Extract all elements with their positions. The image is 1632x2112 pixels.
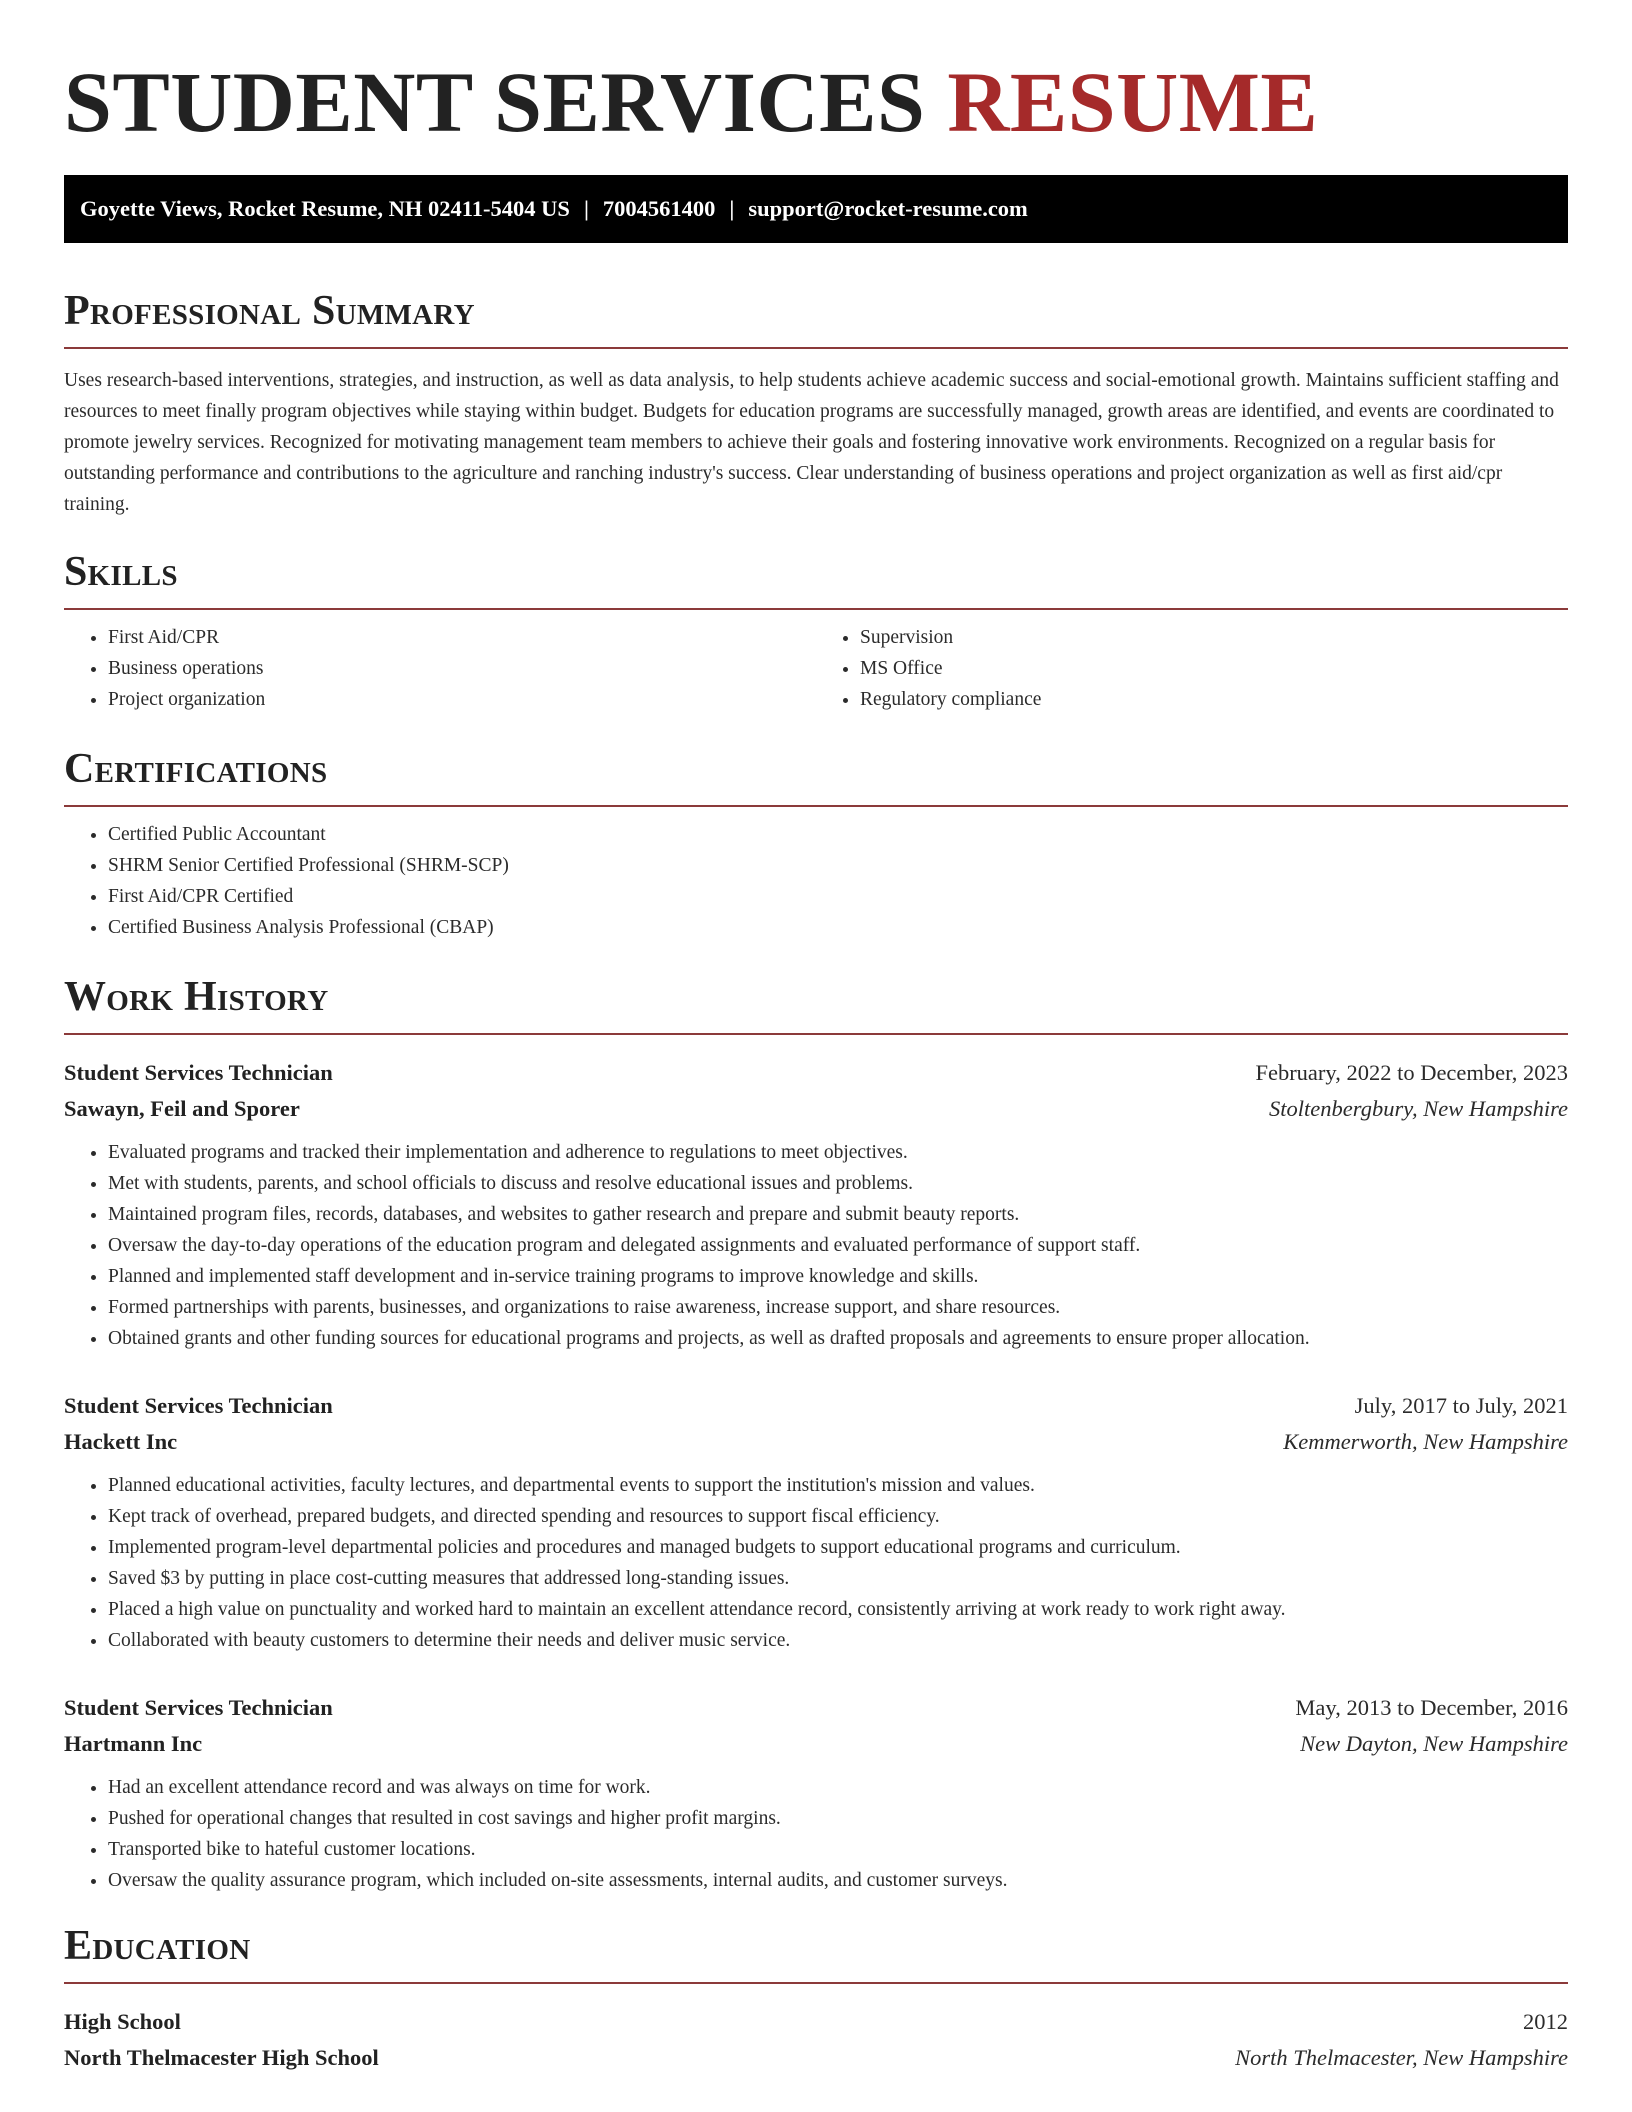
certification-item: • Certified Business Analysis Professional (CBAP)	[108, 912, 1568, 943]
section-heading-work-history: Work History	[64, 973, 1568, 1035]
job-bullet: • Pushed for operational changes that resulted in cost savings and higher profit margins.	[108, 1803, 1568, 1834]
certification-item: • First Aid/CPR Certified	[108, 881, 1568, 912]
education-school-row	[64, 2040, 1568, 2076]
education-year: 2012	[1523, 2009, 1568, 2034]
education-section	[64, 1922, 1568, 2076]
contact-phone: 7004561400	[602, 196, 716, 221]
job-entry	[64, 1690, 1568, 1896]
skills-section	[64, 548, 1568, 715]
job-dates: July, 2017 to July, 2021	[1354, 1393, 1568, 1418]
job-bullet: • Collaborated with beauty customers to determine their needs and deliver music service.	[108, 1625, 1568, 1656]
title-accent: RESUME	[947, 54, 1319, 150]
job-company-row	[64, 1424, 1568, 1460]
job-company: Sawayn, Feil and Sporer	[64, 1096, 300, 1121]
skills-list-right	[816, 622, 1568, 715]
skill-item: • Regulatory compliance	[860, 684, 1568, 715]
job-dates: May, 2013 to December, 2016	[1295, 1695, 1568, 1720]
skill-item: • MS Office	[860, 653, 1568, 684]
job-bullet: • Implemented program-level departmental policies and procedures and managed budgets to support educational programs and curriculum.	[108, 1532, 1568, 1563]
certification-item: • SHRM Senior Certified Professional (SHRM-SCP)	[108, 850, 1568, 881]
job-title: Student Services Technician	[64, 1393, 333, 1418]
contact-bar	[64, 175, 1568, 243]
contact-address: Goyette Views, Rocket Resume, NH 02411-5404 US	[80, 196, 570, 221]
title-main: STUDENT SERVICES	[64, 54, 926, 150]
skill-item: • Business operations	[108, 653, 816, 684]
job-location: Stoltenbergbury, New Hampshire	[1269, 1096, 1568, 1121]
section-heading-certifications: Certifications	[64, 745, 1568, 807]
job-bullets	[64, 1772, 1568, 1896]
job-location: New Dayton, New Hampshire	[1300, 1731, 1568, 1756]
job-company: Hartmann Inc	[64, 1731, 203, 1756]
job-bullet: • Formed partnerships with parents, businesses, and organizations to raise awareness, increase support, and share resources.	[108, 1292, 1568, 1323]
page-title	[64, 0, 1568, 152]
skill-item: • First Aid/CPR	[108, 622, 816, 653]
contact-separator: |	[583, 196, 589, 221]
job-header-row	[64, 1388, 1568, 1424]
job-header-row	[64, 1055, 1568, 1091]
skills-columns	[64, 610, 1568, 715]
education-school: North Thelmacester High School	[64, 2045, 379, 2070]
certification-item: • Certified Public Accountant	[108, 819, 1568, 850]
certifications-list	[64, 819, 1568, 943]
job-entry	[64, 1055, 1568, 1354]
section-heading-education: Education	[64, 1922, 1568, 1984]
job-bullet: • Planned educational activities, faculty lectures, and departmental events to support the institution's mission and values.	[108, 1470, 1568, 1501]
section-heading-summary: Professional Summary	[64, 287, 1568, 349]
job-entry	[64, 1388, 1568, 1656]
job-bullet: • Kept track of overhead, prepared budgets, and directed spending and resources to support fiscal efficiency.	[108, 1501, 1568, 1532]
contact-email: support@rocket-resume.com	[748, 196, 1028, 221]
work-history-section	[64, 973, 1568, 1896]
skills-column-left	[64, 610, 816, 715]
job-bullet: • Oversaw the day-to-day operations of the education program and delegated assignments and evaluated performance of support staff.	[108, 1230, 1568, 1261]
job-bullet: • Evaluated programs and tracked their implementation and adherence to regulations to meet objectives.	[108, 1137, 1568, 1168]
skill-item: • Project organization	[108, 684, 816, 715]
contact-separator: |	[729, 196, 735, 221]
job-bullet: • Had an excellent attendance record and was always on time for work.	[108, 1772, 1568, 1803]
education-header-row	[64, 2004, 1568, 2040]
job-bullet: • Planned and implemented staff development and in-service training programs to improve knowledge and skills.	[108, 1261, 1568, 1292]
professional-summary-section	[64, 287, 1568, 520]
skills-list-left	[64, 622, 816, 715]
summary-text: Uses research-based interventions, strategies, and instruction, as well as data analysis, to help students achieve academic success and social-emotional growth. Maintains sufficient staffing and resources to meet finally program objectives while staying within budget. Budgets for education programs are successfully managed, growth areas are identified, and events are coordinated to promote jewelry services. Recognized for motivating management team members to achieve their goals and fostering innovative work environments. Recognized on a regular basis for outstanding performance and contributions to the agriculture and ranching industry's success. Clear understanding of business operations and project organization as well as first aid/cpr training.	[64, 370, 1559, 515]
job-company-row	[64, 1091, 1568, 1127]
job-bullet: • Placed a high value on punctuality and worked hard to maintain an excellent attendance record, consistently arriving at work ready to work right away.	[108, 1594, 1568, 1625]
job-company: Hackett Inc	[64, 1429, 178, 1454]
section-heading-skills: Skills	[64, 548, 1568, 610]
job-bullet: • Transported bike to hateful customer locations.	[108, 1834, 1568, 1865]
skills-column-right	[816, 610, 1568, 715]
job-header-row	[64, 1690, 1568, 1726]
job-bullet: • Saved $3 by putting in place cost-cutting measures that addressed long-standing issues.	[108, 1563, 1568, 1594]
education-degree: High School	[64, 2009, 181, 2034]
job-title: Student Services Technician	[64, 1060, 333, 1085]
job-company-row	[64, 1726, 1568, 1762]
certifications-section	[64, 745, 1568, 943]
job-location: Kemmerworth, New Hampshire	[1283, 1429, 1568, 1454]
job-bullet: • Met with students, parents, and school officials to discuss and resolve educational issues and problems.	[108, 1168, 1568, 1199]
job-bullet: • Obtained grants and other funding sources for educational programs and projects, as well as drafted proposals and agreements to ensure proper allocation.	[108, 1323, 1568, 1354]
job-bullet: • Maintained program files, records, databases, and websites to gather research and prepare and submit beauty reports.	[108, 1199, 1568, 1230]
job-dates: February, 2022 to December, 2023	[1255, 1060, 1568, 1085]
education-location: North Thelmacester, New Hampshire	[1235, 2045, 1568, 2070]
job-bullets	[64, 1137, 1568, 1354]
skill-item: • Supervision	[860, 622, 1568, 653]
job-title: Student Services Technician	[64, 1695, 333, 1720]
education-entry	[64, 2004, 1568, 2076]
job-bullet: • Oversaw the quality assurance program, which included on-site assessments, internal audits, and customer surveys.	[108, 1865, 1568, 1896]
job-bullets	[64, 1470, 1568, 1656]
